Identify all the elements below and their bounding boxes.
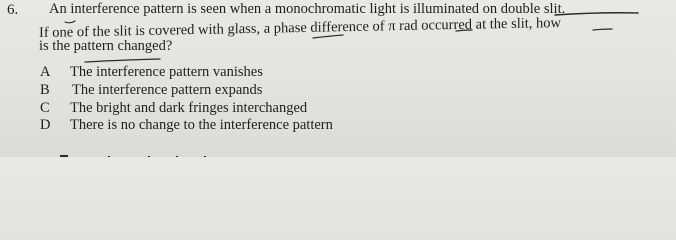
underline-glass bbox=[313, 35, 343, 38]
option-text: The bright and dark fringes interchanged bbox=[70, 99, 308, 116]
option-letter: D bbox=[40, 117, 51, 134]
underline-pattern bbox=[85, 59, 160, 62]
underline-phase bbox=[456, 30, 472, 31]
stem-line-2-text: If one of the slit is covered with glass, a phase difference of π rad occurred at the slit, how bbox=[39, 14, 562, 41]
option-text: There is no change to the interference pattern bbox=[70, 117, 333, 134]
option-text: The interference pattern vanishes bbox=[70, 64, 263, 80]
stem-line-1: An interference pattern is seen when a monochromatic light is illuminated on double slit. bbox=[49, 1, 566, 17]
stroke-one-of bbox=[65, 21, 75, 23]
next-question-cutoff bbox=[0, 147, 676, 157]
stem-line-3: is the pattern changed? bbox=[39, 38, 173, 54]
option-letter: C bbox=[40, 99, 50, 116]
option-letter: A bbox=[40, 64, 51, 80]
option-text: The interference pattern expands bbox=[72, 81, 263, 98]
underline-double-slit bbox=[555, 13, 638, 15]
option-letter: B bbox=[40, 81, 50, 98]
question-number: 6. bbox=[7, 2, 19, 18]
underline-slit bbox=[593, 29, 612, 30]
cutoff-ink-marks bbox=[0, 150, 676, 157]
